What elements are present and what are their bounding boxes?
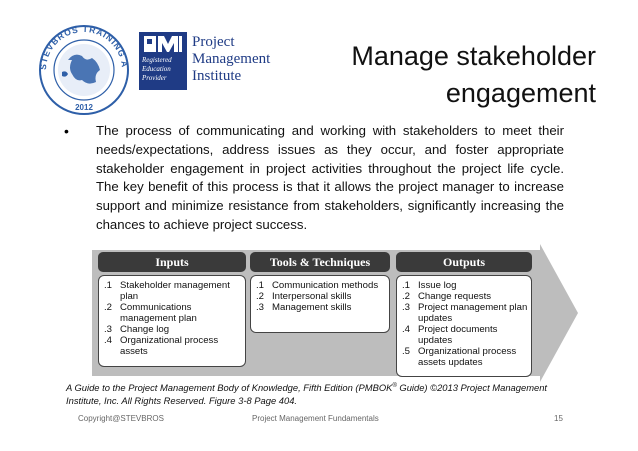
seal-arc-text: STEVBROS TRAINING A xyxy=(37,23,131,71)
item-text: Organizational process assets updates xyxy=(418,346,517,368)
item-text: Stakeholder management plan xyxy=(120,280,230,302)
item-number: .3 xyxy=(402,302,411,313)
outputs-column xyxy=(396,252,532,377)
item-text: Organizational process assets xyxy=(120,335,219,357)
outputs-header: Outputs xyxy=(396,252,532,272)
pmi-badge-line: Provider xyxy=(142,74,167,82)
item-number: .4 xyxy=(402,324,411,335)
seal-year: 2012 xyxy=(75,103,93,112)
item-text: Communication methods xyxy=(272,280,379,291)
pmi-name-line: Institute xyxy=(192,68,242,84)
pmi-badge-line: Registered xyxy=(142,56,172,64)
list-item xyxy=(256,302,386,313)
list-item xyxy=(104,280,242,302)
item-text: Interpersonal skills xyxy=(272,291,352,302)
item-text: Communications management plan xyxy=(120,302,197,324)
footer-title: Project Management Fundamentals xyxy=(252,414,379,423)
pmi-logo xyxy=(139,32,279,92)
outputs-list xyxy=(396,275,532,377)
list-item xyxy=(104,335,242,357)
registered-mark: ® xyxy=(392,383,397,389)
item-text: Change log xyxy=(120,324,170,335)
list-item xyxy=(402,324,528,346)
pmi-badge xyxy=(139,32,187,90)
list-item xyxy=(256,291,386,302)
stevbros-seal-logo xyxy=(32,20,136,116)
item-number: .1 xyxy=(402,280,411,291)
pmi-badge-line: Education xyxy=(142,65,171,73)
page-number: 15 xyxy=(554,414,563,423)
list-item xyxy=(256,280,386,291)
item-number: .4 xyxy=(104,335,113,346)
tools-header: Tools & Techniques xyxy=(250,252,390,272)
process-diagram xyxy=(92,244,578,382)
item-number: .2 xyxy=(402,291,411,302)
caption-text: Guide) ©2013 Project Management Institute, Inc. All Rights Reserved. Figure 3-8 Page 404. xyxy=(66,382,548,407)
list-item xyxy=(104,302,242,324)
item-number: .3 xyxy=(256,302,265,313)
bullet-item xyxy=(64,122,564,235)
pmi-badge-text xyxy=(142,56,186,83)
item-number: .1 xyxy=(104,280,113,291)
title-line: engagement xyxy=(445,78,596,108)
footer-copyright: Copyright@STEVBROS xyxy=(78,414,164,423)
item-text: Issue log xyxy=(418,280,457,291)
item-number: .2 xyxy=(256,291,265,302)
list-item xyxy=(402,302,528,324)
slide-title xyxy=(351,38,596,112)
pmi-name xyxy=(192,34,270,85)
item-text: Change requests xyxy=(418,291,492,302)
item-text: Project management plan updates xyxy=(418,302,528,324)
pmi-name-line: Project xyxy=(192,34,235,50)
item-text: Management skills xyxy=(272,302,352,313)
list-item xyxy=(104,324,242,335)
pmi-name-line: Management xyxy=(192,51,271,67)
bullet-text: The process of communicating and working with stakeholders to meet their needs/expectations, address issues as they occur, and foster appropriate stakeholder engagement in project activities throughout the project life cycle. The key benefit of this process is that it allows the project manager to increase support and minimize resistance from stakeholders, significantly increasing the chances to achieve project success. xyxy=(96,123,564,232)
tools-list xyxy=(250,275,390,333)
item-number: .2 xyxy=(104,302,113,313)
item-text: Project documents updates xyxy=(418,324,498,346)
title-line: Manage stakeholder xyxy=(351,41,596,71)
inputs-list xyxy=(98,275,246,367)
inputs-column xyxy=(98,252,246,367)
list-item xyxy=(402,280,528,291)
list-item xyxy=(402,291,528,302)
figure-caption xyxy=(66,380,578,407)
bullet-dot: • xyxy=(64,123,69,139)
tools-column xyxy=(250,252,390,333)
inputs-header: Inputs xyxy=(98,252,246,272)
item-number: .1 xyxy=(256,280,265,291)
item-number: .5 xyxy=(402,346,411,357)
caption-text: A Guide to the Project Management Body of Knowledge, Fifth Edition (PMBOK xyxy=(66,382,393,394)
list-item xyxy=(402,346,528,368)
pmi-mark-icon xyxy=(144,35,182,53)
item-number: .3 xyxy=(104,324,113,335)
